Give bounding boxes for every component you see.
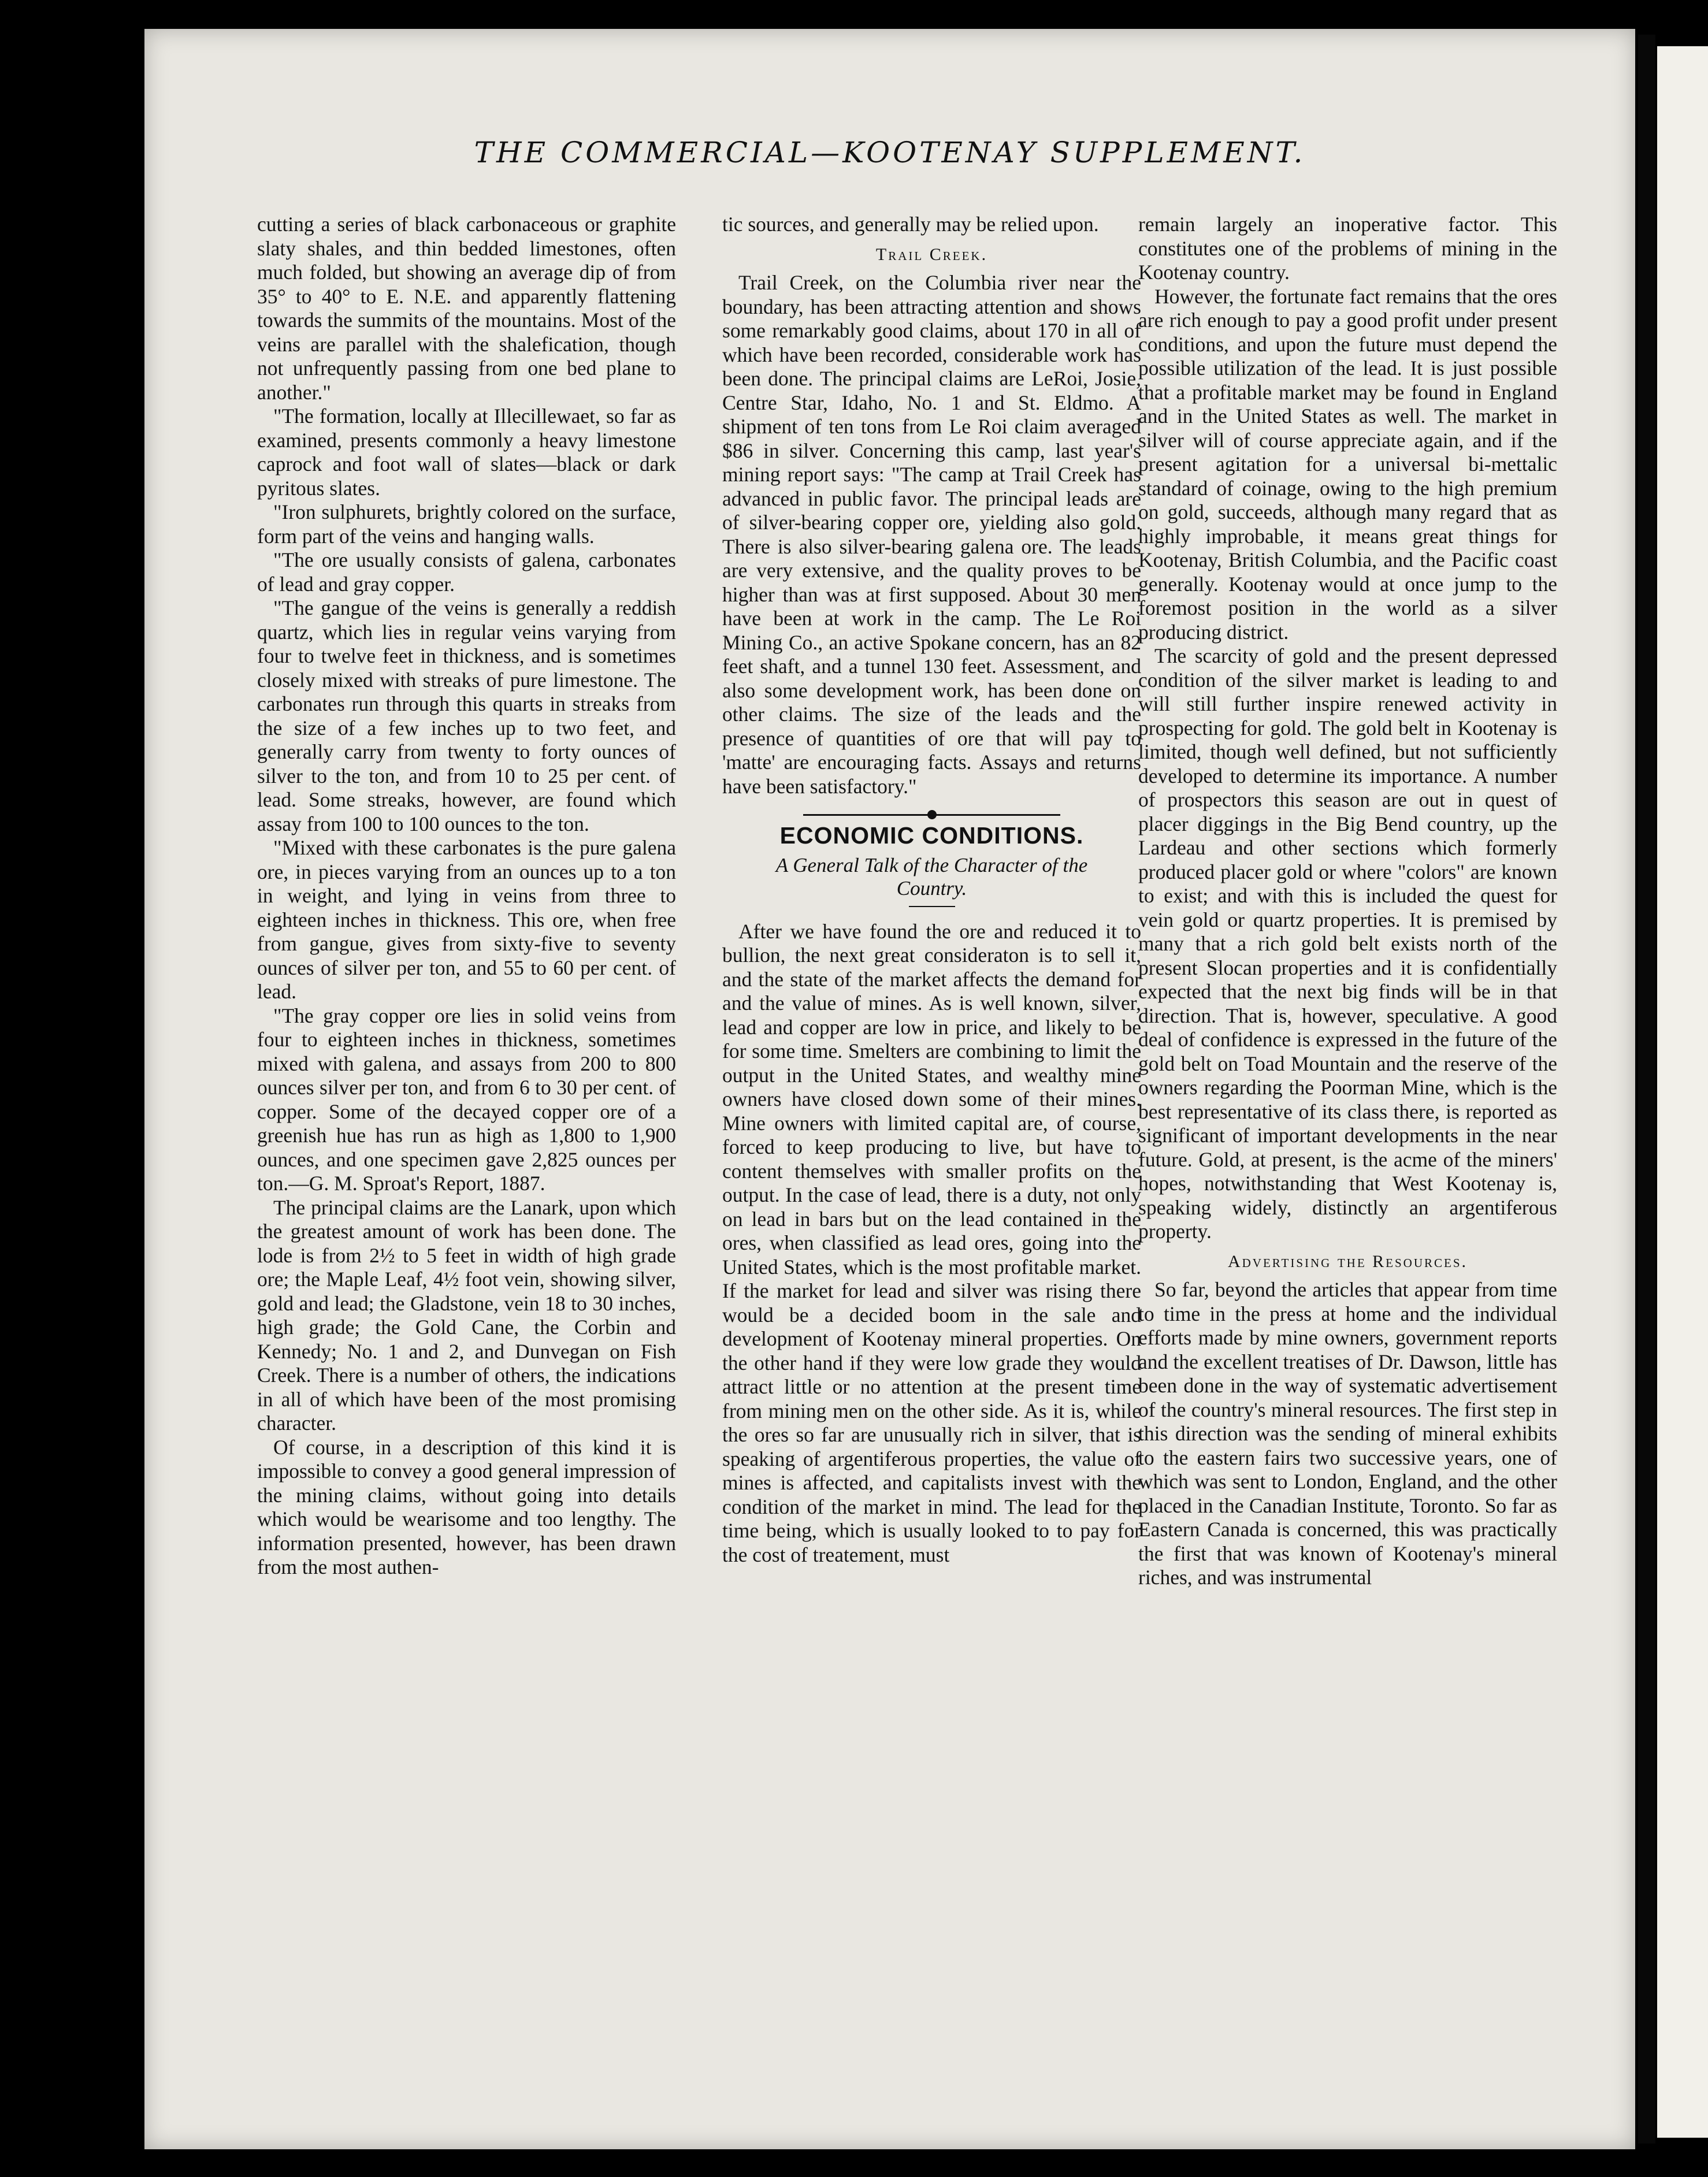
paragraph: "The gray copper ore lies in solid veins from four to eighteen inches in thickness, sometimes mixed with galena, and assays from 200 to 800 ounces silver per ton, and from 6 to 30 per cent. of copper. Some of the decayed copper ore of a greenish hue has run as high as 1,800 to 1,900 ounces, and one specimen gave 2,825 ounces per ton.—G. M. Sproat's Report, 1887.	[257, 1004, 676, 1195]
rule-ornament	[927, 810, 937, 819]
paragraph: cutting a series of black carbonaceous or graphite slaty shales, and thin bedded limestones, often much folded, but showing an average dip of from 35° to 40° to E. N.E. and apparently flattening towards the summits of the mountains. Most of the veins are parallel with the shalefication, though not unfrequently passing from one bed plane to another."	[257, 213, 676, 404]
paragraph: remain largely an inoperative factor. This constitutes one of the problems of mining in the Kootenay country.	[1138, 213, 1557, 284]
paragraph: Trail Creek, on the Columbia river near the boundary, has been attracting attention and shows some remarkably good claims, about 170 in all of which have been recorded, considerable work has been done. The principal claims are LeRoi, Josie, Centre Star, Idaho, No. 1 and St. Eldmo. A shipment of ten tons from Le Roi claim averaged $86 in silver. Concerning this camp, last year's mining report says: "The camp at Trail Creek has advanced in public favor. The principal leads are of silver-bearing copper ore, yielding also gold. There is also silver-bearing galena ore. The leads are very extensive, and the quality proves to be higher than was at first supposed. About 30 men have been at work in the camp. The Le Roi Mining Co., an active Spokane concern, has an 82 feet shaft, and a tunnel 130 feet. Assessment, and also some development work, has been done on other claims. The size of the leads and the presence of quantities of ore that will pay to 'matte' are encouraging facts. Assays and returns have been satisfactory."	[722, 271, 1141, 798]
paragraph: "The ore usually consists of galena, carbonates of lead and gray copper.	[257, 548, 676, 596]
article-dek: A General Talk of the Character of the Country.	[775, 853, 1088, 900]
section-subhead-advertising: Advertising the Resources.	[1227, 1251, 1468, 1271]
paragraph: The scarcity of gold and the present depressed condition of the silver market is leading to and will still further inspire renewed activity in prospecting for gold. The gold belt in Kootenay is limited, though well defined, but not sufficiently developed to determine its importance. A number of prospectors this season are out in quest of placer diggings in the Big Bend country, up the Lardeau and other sections which formerly produced placer gold or where "colors" are known to exist; and with this is included the quest for vein gold or quartz properties. It is premised by many that a rich gold belt exists north of the present Slocan properties and it is confidentially expected that the next big finds will be in that direction. That is, however, speculative. A good deal of confidence is expressed in the future of the gold belt on Toad Mountain and the reserve of the owners regarding the Poorman Mine, which is the best representative of its class there, is reported as significant of important developments in the near future. Gold, at present, is the acme of the miners' hopes, notwithstanding that West Kootenay is, speaking widely, distinctly an argentiferous property.	[1138, 644, 1557, 1243]
binding-shadow	[1638, 35, 1655, 2143]
page-edge-right	[1657, 46, 1708, 2138]
paragraph: "The gangue of the veins is generally a reddish quartz, which lies in regular veins varying from four to twelve feet in thickness, and is sometimes closely mixed with streaks of pure limestone. The carbonates run through this quarts in streaks from the size of a few inches up to two feet, and generally carry from twenty to forty ounces of silver to the ton, and from 10 to 25 per cent. of lead. Some streaks, however, are found which assay from 100 to 100 ounces to the ton.	[257, 596, 676, 835]
paragraph: However, the fortunate fact remains that the ores are rich enough to pay a good profit under present conditions, and upon the future must depend the possible utilization of the lead. It is just possible that a profitable market may be found in England and in the United States as well. The market in silver will of course appreciate again, and if the present agitation for a universal bi-mettalic standard of coinage, owing to the high premium on gold, succeeds, although many regard that as highly improbable, it means great things for Kootenay, British Columbia, and the Pacific coast generally. Kootenay would at once jump to the foremost position in the world as a silver producing district.	[1138, 284, 1557, 644]
column-1	[257, 213, 676, 2131]
short-rule	[909, 906, 955, 907]
paragraph: "Iron sulphurets, brightly colored on the surface, form part of the veins and hanging walls.	[257, 500, 676, 548]
paragraph: So far, beyond the articles that appear from time to time in the press at home and the individual efforts made by mine owners, government reports and the excellent treatises of Dr. Dawson, little has been done in the way of systematic advertisement of the country's mineral resources. The first step in this direction was the sending of mineral exhibits to the eastern fairs two successive years, one of which was sent to London, England, and the other placed in the Canadian Institute, Toronto. So far as Eastern Canada is concerned, this was practically the first that was known of Kootenay's mineral riches, and was instrumental	[1138, 1278, 1557, 1589]
column-3	[1138, 213, 1557, 2131]
ornamental-rule	[722, 809, 1141, 820]
paragraph: tic sources, and generally may be relied upon.	[722, 213, 1099, 236]
newspaper-page	[144, 29, 1635, 2149]
paragraph: The principal claims are the Lanark, upon which the greatest amount of work has been done. The lode is from 2½ to 5 feet in width of high grade ore; the Maple Leaf, 4½ foot vein, showing silver, gold and lead; the Gladstone, vein 18 to 30 inches, high grade; the Gold Cane, the Corbin and Kennedy; No. 1 and 2, and Dunvegan on Fish Creek. There is a number of others, the indications in all of which have been of the most promising character.	[257, 1195, 676, 1435]
paragraph: After we have found the ore and reduced it to bullion, the next great consideraton is to sell it, and the state of the market affects the demand for and the value of mines. As is well known, silver, lead and copper are low in price, and likely to be for some time. Smelters are combining to limit the output in the United States, and wealthy mine owners have closed down some of their mines. Mine owners with limited capital are, of course, forced to keep producing to live, but have to content themselves with smaller profits on the output. In the case of lead, there is a duty, not only on lead in bars but on the lead contained in the ores, when classified as lead ores, going into the United States, which is the most profitable market. If the market for lead and silver was rising there would be a decided boom in the sale and development of Kootenay mineral properties. On the other hand if they were low grade they would attract little or no attention at the present time from mining men on the other side. As it is, while the ores so far are unusually rich in silver, that is speaking of argentiferous properties, the value of mines is affected, and capitalists invest with the condition of the market in mind. The lead for the time being, which is usually looked to to pay for the cost of treatement, must	[722, 919, 1141, 1566]
section-subhead-trail-creek: Trail Creek.	[875, 244, 988, 264]
paragraph: "The formation, locally at Illecillewaet, so far as examined, presents commonly a heavy limestone caprock and foot wall of slates—black or dark pyritous slates.	[257, 404, 676, 500]
paragraph: Of course, in a description of this kind it is impossible to convey a good general impression of the mining claims, without going into details which would be wearisome and too lengthy. The information presented, however, has been drawn from the most authen-	[257, 1435, 676, 1578]
article-headline: ECONOMIC CONDITIONS.	[779, 822, 1084, 849]
column-2	[722, 213, 1141, 2131]
paragraph: "Mixed with these carbonates is the pure galena ore, in pieces varying from an ounces up to a ton in weight, and lying in veins from three to eighteen inches in thickness. This ore, when free from gangue, gives from sixty-five to seventy ounces of silver per ton, and 55 to 60 per cent. of lead.	[257, 836, 676, 1003]
running-head: THE COMMERCIAL—KOOTENAY SUPPLEMENT.	[474, 136, 1306, 169]
